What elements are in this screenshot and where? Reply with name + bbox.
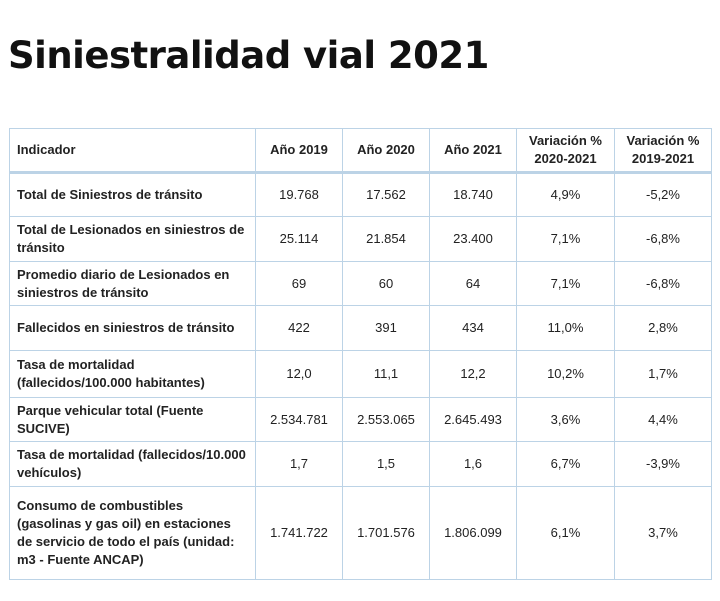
- table-row: [10, 351, 712, 398]
- variation-2020-2021-cell: 6,7%: [517, 442, 615, 487]
- table-row: [10, 487, 712, 580]
- header-row: [10, 129, 712, 173]
- road-accident-statistics-table: [9, 128, 712, 580]
- variation-2019-2021-cell: 4,4%: [615, 398, 712, 442]
- table-row: [10, 442, 712, 487]
- table-row: [10, 306, 712, 351]
- year-2021-cell: 1.806.099: [430, 487, 517, 580]
- year-2020-cell: 1,5: [343, 442, 430, 487]
- variation-2019-2021-cell: -6,8%: [615, 217, 712, 262]
- variation-2019-2021-cell: 2,8%: [615, 306, 712, 351]
- header-variation-2020-2021: [517, 129, 615, 173]
- variation-2019-2021-cell: -5,2%: [615, 173, 712, 217]
- indicator-cell: Fallecidos en siniestros de tránsito: [10, 306, 256, 351]
- year-2019-cell: 2.534.781: [256, 398, 343, 442]
- year-2020-cell: 21.854: [343, 217, 430, 262]
- year-2019-cell: 12,0: [256, 351, 343, 398]
- header-year-2020: Año 2020: [343, 129, 430, 173]
- table-row: [10, 262, 712, 306]
- page-title: Siniestralidad vial 2021: [8, 34, 489, 77]
- header-variation-2019-2021-line2: 2019-2021: [631, 151, 695, 166]
- variation-2020-2021-cell: 11,0%: [517, 306, 615, 351]
- year-2020-cell: 2.553.065: [343, 398, 430, 442]
- variation-2020-2021-cell: 7,1%: [517, 217, 615, 262]
- year-2020-cell: 391: [343, 306, 430, 351]
- year-2019-cell: 1,7: [256, 442, 343, 487]
- table-body: [10, 173, 712, 580]
- indicator-cell: Promedio diario de Lesionados en siniestros de tránsito: [10, 262, 256, 306]
- table-header: [10, 129, 712, 173]
- year-2021-cell: 1,6: [430, 442, 517, 487]
- year-2020-cell: 17.562: [343, 173, 430, 217]
- year-2021-cell: 2.645.493: [430, 398, 517, 442]
- header-indicator: Indicador: [10, 129, 256, 173]
- year-2019-cell: 422: [256, 306, 343, 351]
- year-2019-cell: 1.741.722: [256, 487, 343, 580]
- header-year-2021: Año 2021: [430, 129, 517, 173]
- variation-2019-2021-cell: 3,7%: [615, 487, 712, 580]
- header-variation-2019-2021-line1: Variación %: [626, 133, 700, 148]
- year-2021-cell: 18.740: [430, 173, 517, 217]
- variation-2020-2021-cell: 7,1%: [517, 262, 615, 306]
- indicator-cell: Tasa de mortalidad (fallecidos/10.000 vehículos): [10, 442, 256, 487]
- header-variation-2020-2021-line1: Variación %: [529, 133, 602, 148]
- variation-2019-2021-cell: 1,7%: [615, 351, 712, 398]
- year-2019-cell: 25.114: [256, 217, 343, 262]
- indicator-cell: Consumo de combustibles (gasolinas y gas oil) en estaciones de servicio de todo el país (unidad: m3 - Fuente ANCAP): [10, 487, 256, 580]
- year-2020-cell: 11,1: [343, 351, 430, 398]
- year-2019-cell: 69: [256, 262, 343, 306]
- variation-2020-2021-cell: 3,6%: [517, 398, 615, 442]
- year-2021-cell: 434: [430, 306, 517, 351]
- variation-2020-2021-cell: 10,2%: [517, 351, 615, 398]
- variation-2019-2021-cell: -6,8%: [615, 262, 712, 306]
- header-variation-2019-2021: [615, 129, 712, 173]
- year-2020-cell: 1.701.576: [343, 487, 430, 580]
- year-2019-cell: 19.768: [256, 173, 343, 217]
- variation-2020-2021-cell: 4,9%: [517, 173, 615, 217]
- header-variation-2020-2021-line2: 2020-2021: [534, 151, 597, 166]
- header-year-2019: Año 2019: [256, 129, 343, 173]
- indicator-cell: Tasa de mortalidad (fallecidos/100.000 habitantes): [10, 351, 256, 398]
- indicator-cell: Total de Lesionados en siniestros de tránsito: [10, 217, 256, 262]
- year-2020-cell: 60: [343, 262, 430, 306]
- variation-2019-2021-cell: -3,9%: [615, 442, 712, 487]
- table-row: [10, 398, 712, 442]
- year-2021-cell: 12,2: [430, 351, 517, 398]
- year-2021-cell: 23.400: [430, 217, 517, 262]
- indicator-cell: Parque vehicular total (Fuente SUCIVE): [10, 398, 256, 442]
- year-2021-cell: 64: [430, 262, 517, 306]
- indicator-cell: Total de Siniestros de tránsito: [10, 173, 256, 217]
- variation-2020-2021-cell: 6,1%: [517, 487, 615, 580]
- table-row: [10, 217, 712, 262]
- table-row: [10, 173, 712, 217]
